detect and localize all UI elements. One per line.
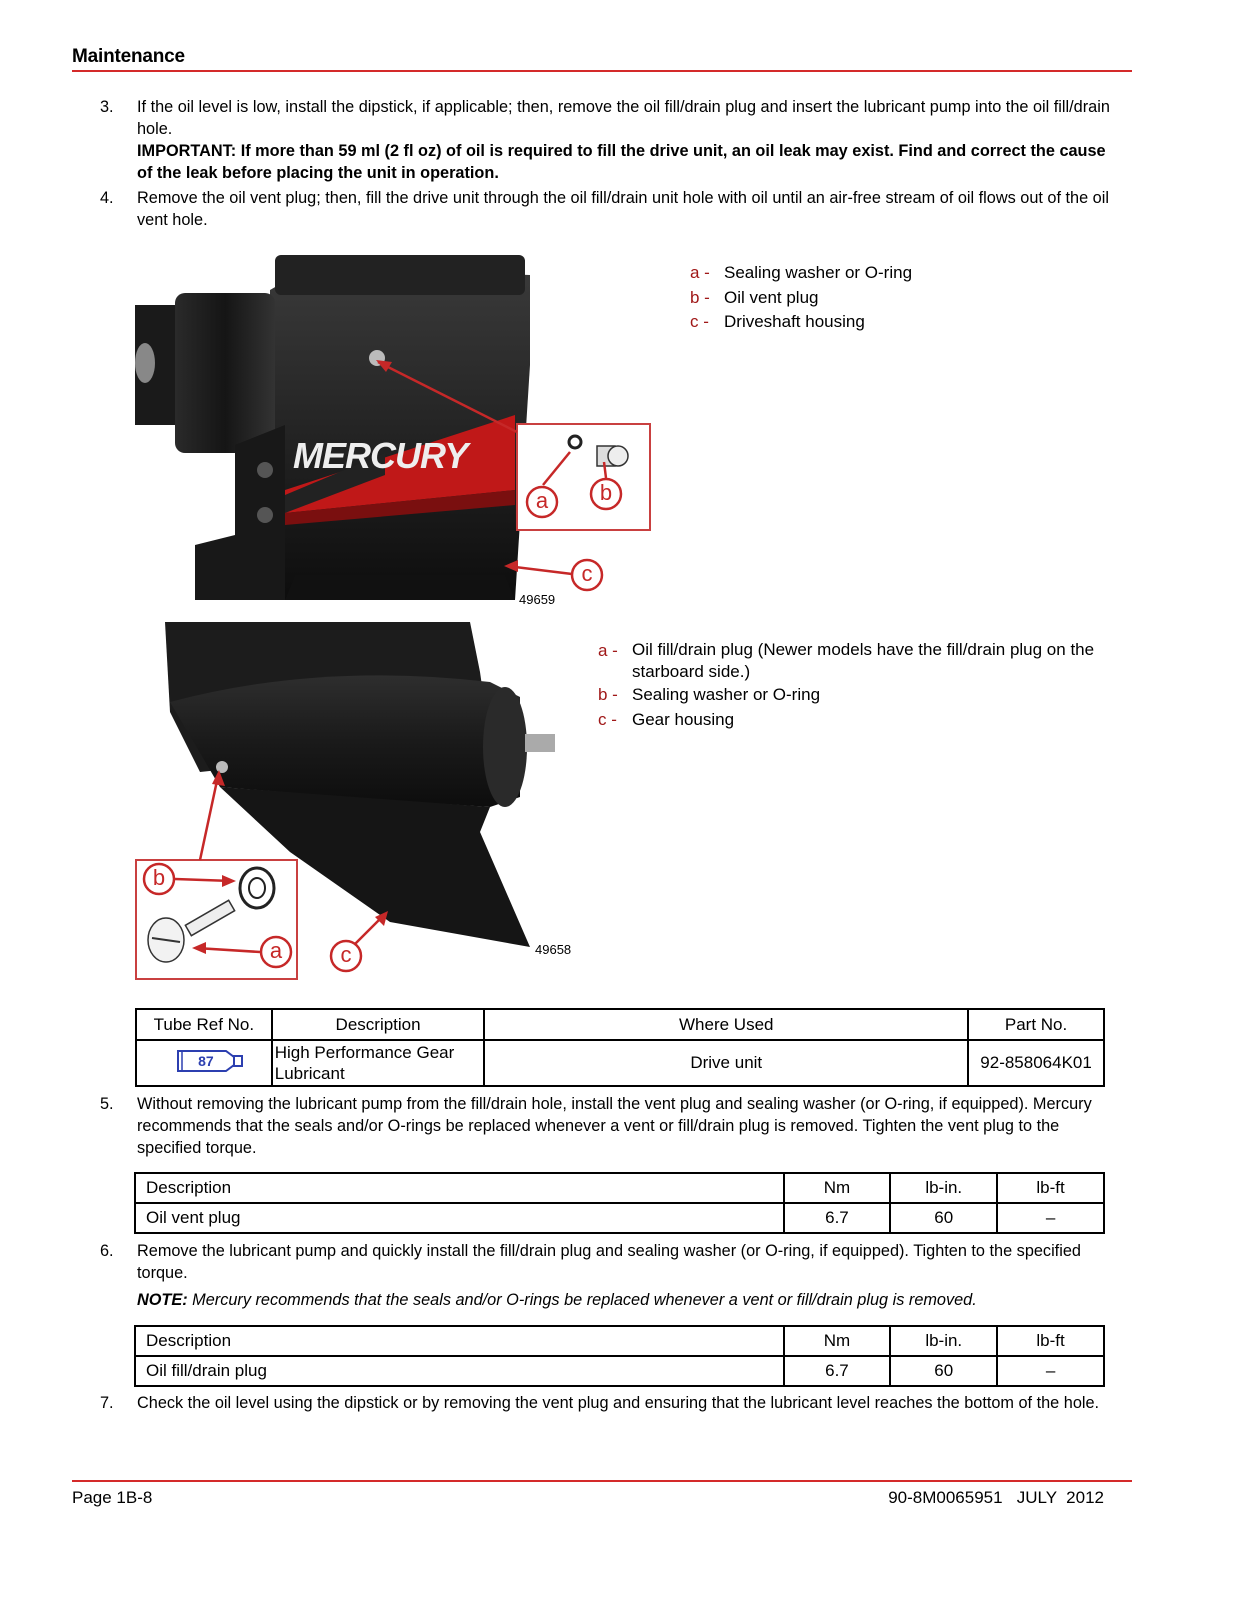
callout-b: b [152,865,166,890]
legend-value: Gear housing [632,709,735,729]
table-row [135,1356,1104,1386]
step-text: Without removing the lubricant pump from the fill/drain hole, install the vent plug and sealing washer (or O-ring, if equipped). Mercury recommends that the seals and/or O-rings be replaced whenever a vent or fill/drain plug is removed. Tighten the vent plug to the specified torque. [137,1095,1092,1157]
column-header: Description [135,1326,784,1356]
step-number: 6. [100,1242,114,1260]
description-cell: High Performance Gear Lubricant [272,1040,485,1086]
step-number: 5. [100,1095,114,1113]
legend-value: Sealing washer or O-ring [724,263,913,282]
lb-in-cell: 60 [890,1203,997,1233]
nm-cell: 6.7 [784,1203,891,1233]
column-header: Where Used [484,1009,968,1040]
legend-key: c - [690,312,709,331]
lubricant-table [135,1008,1105,1087]
column-header: lb-ft [997,1326,1104,1356]
note [137,1289,1112,1311]
column-header: Nm [784,1173,891,1203]
column-header: lb-ft [997,1173,1104,1203]
description-cell: Oil fill/drain plug [135,1356,784,1386]
column-header: Description [135,1173,784,1203]
callout-a: a [269,938,283,963]
figure-number: 49659 [519,592,556,607]
brand-logo-text: MERCURY [293,435,468,476]
column-header: Description [272,1009,485,1040]
legend-value: Driveshaft housing [724,312,865,331]
step-text: Remove the lubricant pump and quickly install the fill/drain plug and sealing washer (or O-ring, if equipped). Tighten to the specified torque. [137,1242,1081,1282]
legend-key: b - [690,287,710,307]
figure2-legend [598,639,1098,732]
legend-key: a - [690,263,710,282]
legend-key: a - [598,641,618,660]
page-header-title: Maintenance [72,46,185,67]
nm-cell: 6.7 [784,1356,891,1386]
step-text: Remove the oil vent plug; then, fill the drive unit through the oil fill/drain unit hole with oil until an air-free stream of oil flows out of the oil vent hole. [137,189,1109,229]
step-7 [100,1392,1112,1414]
column-header: Tube Ref No. [136,1009,272,1040]
legend-key: c - [598,709,617,729]
figure-number: 49658 [535,942,572,957]
note-label: NOTE: [137,1291,188,1309]
table-row [135,1203,1104,1233]
callout-c: c [581,561,593,586]
step-number: 7. [100,1394,114,1412]
torque-table-drain-plug [134,1325,1105,1387]
tube-ref-cell [136,1040,272,1086]
footer-rule [72,1480,1132,1482]
legend-value: Oil vent plug [724,287,819,307]
step-number: 4. [100,189,114,207]
footer-page-number: Page 1B-8 [72,1488,153,1507]
step-5 [100,1093,1112,1159]
step-text: If the oil level is low, install the dipstick, if applicable; then, remove the oil fill/drain plug and insert the lubricant pump into the oil fill/drain hole. [137,98,1110,138]
torque-table-vent-plug [134,1172,1105,1234]
important-notice: IMPORTANT: If more than 59 ml (2 fl oz) of oil is required to fill the drive unit, an oil leak may exist. Find and correct the cause of the leak before placing the unit in operation. [137,142,1106,182]
callout-a: a [535,488,549,513]
legend-value: Sealing washer or O-ring [632,685,821,704]
lubricant-tube-icon [176,1048,232,1074]
where-used-cell: Drive unit [484,1040,968,1086]
column-header: lb-in. [890,1326,997,1356]
column-header: lb-in. [890,1173,997,1203]
description-cell: Oil vent plug [135,1203,784,1233]
callout-b: b [599,480,613,505]
callout-c: c [340,942,352,967]
legend-value: Oil fill/drain plug (Newer models have the fill/drain plug on the starboard side.) [632,640,1095,681]
lb-in-cell: 60 [890,1356,997,1386]
table-row [136,1040,1104,1086]
table-header-row [136,1009,1104,1040]
table-header-row [135,1173,1104,1203]
step-6 [100,1240,1112,1311]
table-header-row [135,1326,1104,1356]
step-number: 3. [100,98,114,116]
column-header: Nm [784,1326,891,1356]
column-header: Part No. [968,1009,1104,1040]
note-text: Mercury recommends that the seals and/or O-rings be replaced whenever a vent or fill/drain plug is removed. [187,1291,977,1309]
part-number-cell: 92-858064K01 [968,1040,1104,1086]
step-text: Check the oil level using the dipstick or by removing the vent plug and ensuring that the lubricant level reaches the bottom of the hole. [137,1394,1100,1412]
legend-row [598,639,1098,683]
lb-ft-cell: – [997,1203,1104,1233]
tube-ref-number: 87 [198,1052,214,1069]
footer-document-id: 90-8M0065951 JULY 2012 [888,1488,1104,1507]
legend-row [598,683,1098,708]
lb-ft-cell: – [997,1356,1104,1386]
legend-key: b - [598,685,618,704]
legend-row [598,708,1098,733]
